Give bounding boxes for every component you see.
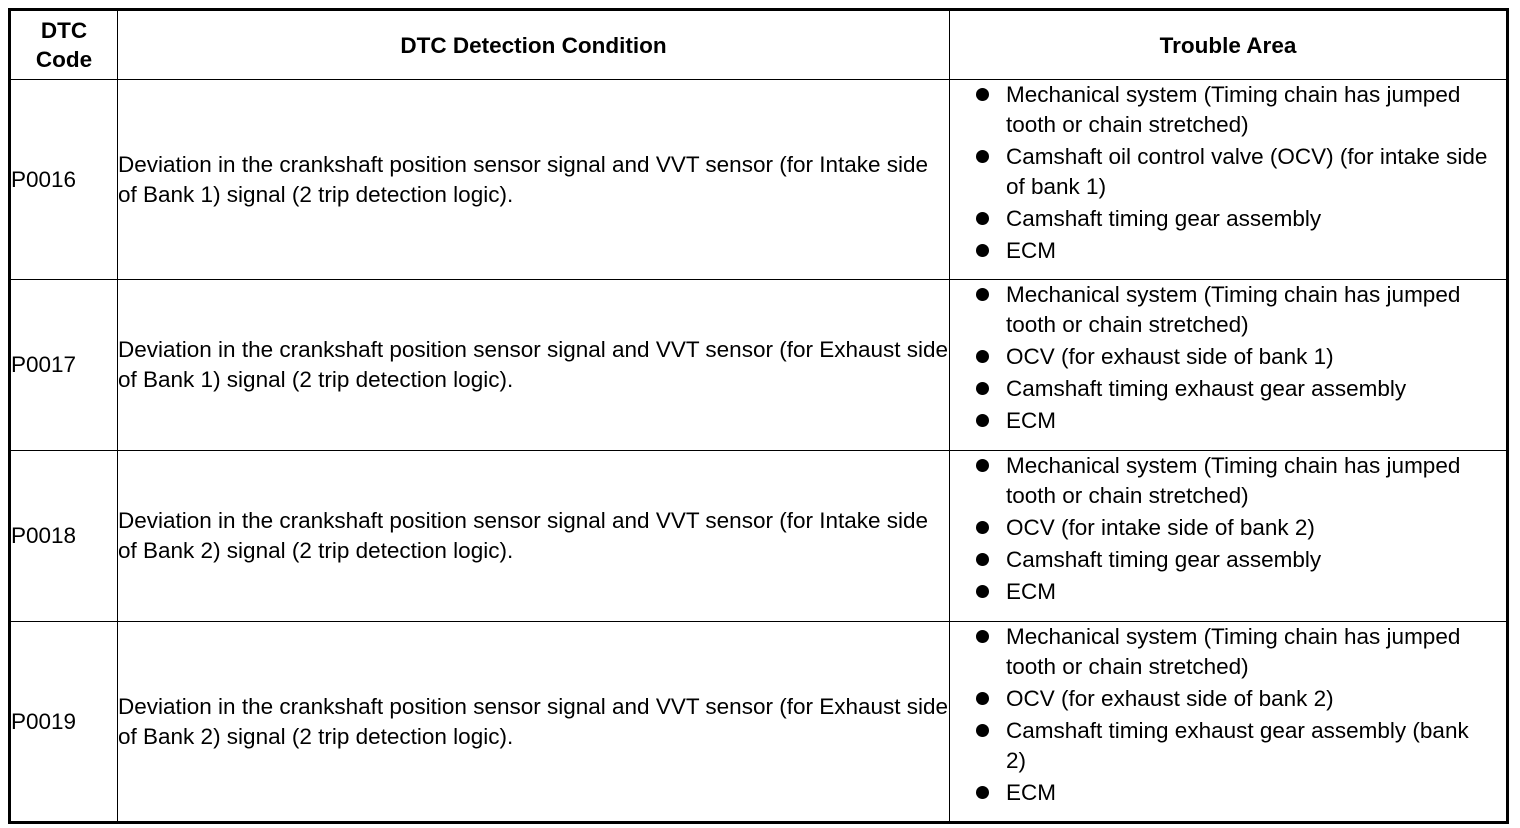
trouble-area-text: ECM: [1006, 780, 1056, 805]
list-item: [950, 545, 1506, 575]
trouble-area-text: OCV (for exhaust side of bank 2): [1006, 686, 1334, 711]
bullet-icon: [976, 521, 989, 534]
trouble-area-list: [950, 280, 1506, 436]
list-item: [950, 513, 1506, 543]
bullet-icon: [976, 212, 989, 225]
bullet-icon: [976, 724, 989, 737]
trouble-area-text: ECM: [1006, 408, 1056, 433]
dtc-table: [8, 8, 1509, 824]
table-row: [10, 80, 1508, 280]
bullet-icon: [976, 288, 989, 301]
trouble-area-text: Mechanical system (Timing chain has jumped tooth or chain stretched): [1006, 282, 1461, 337]
detection-condition-cell: Deviation in the crankshaft position sensor signal and VVT sensor (for Intake side of Bank 2) signal (2 trip detection logic).: [118, 451, 950, 622]
bullet-icon: [976, 414, 989, 427]
trouble-area-text: Camshaft timing exhaust gear assembly: [1006, 376, 1407, 401]
trouble-area-text: Camshaft timing exhaust gear assembly (bank 2): [1006, 718, 1469, 773]
bullet-icon: [976, 692, 989, 705]
header-row: [10, 10, 1508, 80]
header-trouble-area: Trouble Area: [950, 10, 1508, 80]
list-item: [950, 80, 1506, 140]
header-dtc-code: DTC Code: [10, 10, 118, 80]
trouble-area-text: ECM: [1006, 238, 1056, 263]
trouble-area-text: OCV (for exhaust side of bank 1): [1006, 344, 1334, 369]
trouble-area-text: Mechanical system (Timing chain has jumped tooth or chain stretched): [1006, 453, 1461, 508]
header-detection-condition: DTC Detection Condition: [118, 10, 950, 80]
trouble-area-list: [950, 622, 1506, 808]
trouble-area-text: Camshaft timing gear assembly: [1006, 547, 1322, 572]
dtc-code-cell: P0016: [10, 80, 118, 280]
dtc-code-cell: P0018: [10, 451, 118, 622]
list-item: [950, 280, 1506, 340]
list-item: [950, 342, 1506, 372]
dtc-code-cell: P0019: [10, 622, 118, 823]
bullet-icon: [976, 88, 989, 101]
trouble-area-text: Mechanical system (Timing chain has jumped tooth or chain stretched): [1006, 624, 1461, 679]
list-item: [950, 374, 1506, 404]
bullet-icon: [976, 150, 989, 163]
list-item: [950, 716, 1506, 776]
bullet-icon: [976, 459, 989, 472]
trouble-area-text: Camshaft timing gear assembly: [1006, 206, 1322, 231]
trouble-area-cell: [950, 280, 1508, 451]
trouble-area-list: [950, 80, 1506, 266]
dtc-code-cell: P0017: [10, 280, 118, 451]
table-row: [10, 451, 1508, 622]
list-item: [950, 622, 1506, 682]
trouble-area-text: ECM: [1006, 579, 1056, 604]
trouble-area-text: OCV (for intake side of bank 2): [1006, 515, 1315, 540]
detection-condition-cell: Deviation in the crankshaft position sensor signal and VVT sensor (for Exhaust side of Bank 1) signal (2 trip detection logic).: [118, 280, 950, 451]
bullet-icon: [976, 585, 989, 598]
trouble-area-text: Mechanical system (Timing chain has jumped tooth or chain stretched): [1006, 82, 1461, 137]
list-item: [950, 577, 1506, 607]
bullet-icon: [976, 786, 989, 799]
table-row: [10, 622, 1508, 823]
trouble-area-cell: [950, 451, 1508, 622]
bullet-icon: [976, 244, 989, 257]
list-item: [950, 406, 1506, 436]
bullet-icon: [976, 553, 989, 566]
list-item: [950, 236, 1506, 266]
list-item: [950, 204, 1506, 234]
list-item: [950, 684, 1506, 714]
bullet-icon: [976, 382, 989, 395]
trouble-area-cell: [950, 80, 1508, 280]
bullet-icon: [976, 630, 989, 643]
list-item: [950, 778, 1506, 808]
trouble-area-cell: [950, 622, 1508, 823]
list-item: [950, 142, 1506, 202]
table-row: [10, 280, 1508, 451]
trouble-area-list: [950, 451, 1506, 607]
list-item: [950, 451, 1506, 511]
detection-condition-cell: Deviation in the crankshaft position sensor signal and VVT sensor (for Exhaust side of Bank 2) signal (2 trip detection logic).: [118, 622, 950, 823]
detection-condition-cell: Deviation in the crankshaft position sensor signal and VVT sensor (for Intake side of Bank 1) signal (2 trip detection logic).: [118, 80, 950, 280]
bullet-icon: [976, 350, 989, 363]
trouble-area-text: Camshaft oil control valve (OCV) (for intake side of bank 1): [1006, 144, 1488, 199]
